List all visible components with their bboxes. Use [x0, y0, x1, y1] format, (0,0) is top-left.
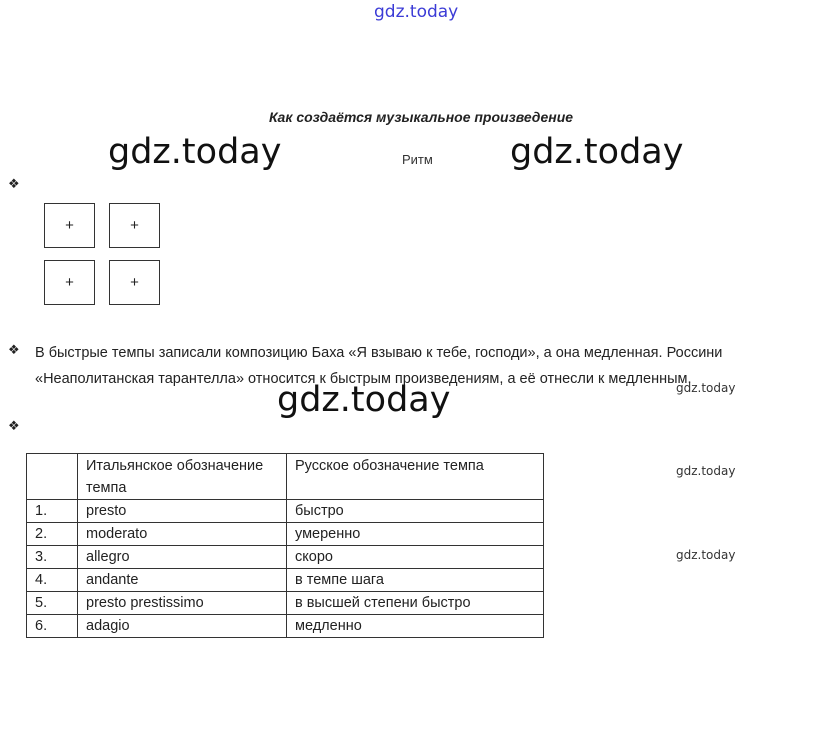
tempo-table: [26, 453, 544, 638]
row-number: 3.: [27, 546, 78, 569]
row-russian: в темпе шага: [287, 569, 544, 592]
table-row: [27, 592, 544, 615]
row-number: 2.: [27, 523, 78, 546]
header-russian: Русское обозначение темпа: [287, 454, 544, 500]
table-row: [27, 615, 544, 638]
watermark-small-1: gdz.today: [676, 381, 736, 395]
rhythm-label: Ритм: [402, 152, 433, 167]
bullet-icon: ❖: [8, 177, 20, 192]
watermark-large-right: gdz.today: [510, 132, 684, 172]
rhythm-box-3: +: [44, 260, 95, 305]
watermark-large-left: gdz.today: [108, 132, 282, 172]
row-number: 1.: [27, 500, 78, 523]
watermark-small-2: gdz.today: [676, 464, 736, 478]
header-number: [27, 454, 78, 500]
row-number: 5.: [27, 592, 78, 615]
row-italian: presto prestissimo: [78, 592, 287, 615]
row-number: 4.: [27, 569, 78, 592]
row-russian: в высшей степени быстро: [287, 592, 544, 615]
row-italian: andante: [78, 569, 287, 592]
table-row: [27, 500, 544, 523]
bullet-icon: ❖: [8, 419, 20, 434]
row-number: 6.: [27, 615, 78, 638]
rhythm-box-2: +: [109, 203, 160, 248]
answer-paragraph: В быстрые темпы записали композицию Баха «Я взываю к тебе, господи», а она медленная. Россини «Неаполитанская тарантелла» относится к быстрым произведениям, а её отнесли к медленным.: [35, 345, 723, 387]
watermark-large-center: gdz.today: [277, 380, 451, 420]
table-row: [27, 546, 544, 569]
row-italian: presto: [78, 500, 287, 523]
row-russian: скоро: [287, 546, 544, 569]
watermark-top: gdz.today: [374, 2, 459, 22]
table-row: [27, 569, 544, 592]
page-title: Как создаётся музыкальное произведение: [268, 109, 574, 125]
rhythm-box-1: +: [44, 203, 95, 248]
table-row: [27, 523, 544, 546]
watermark-small-3: gdz.today: [676, 548, 736, 562]
row-italian: moderato: [78, 523, 287, 546]
header-italian: Итальянское обозначение темпа: [78, 454, 287, 500]
row-italian: adagio: [78, 615, 287, 638]
row-italian: allegro: [78, 546, 287, 569]
row-russian: медленно: [287, 615, 544, 638]
bullet-icon: ❖: [8, 343, 20, 358]
table-header-row: [27, 454, 544, 500]
row-russian: умеренно: [287, 523, 544, 546]
row-russian: быстро: [287, 500, 544, 523]
rhythm-box-4: +: [109, 260, 160, 305]
